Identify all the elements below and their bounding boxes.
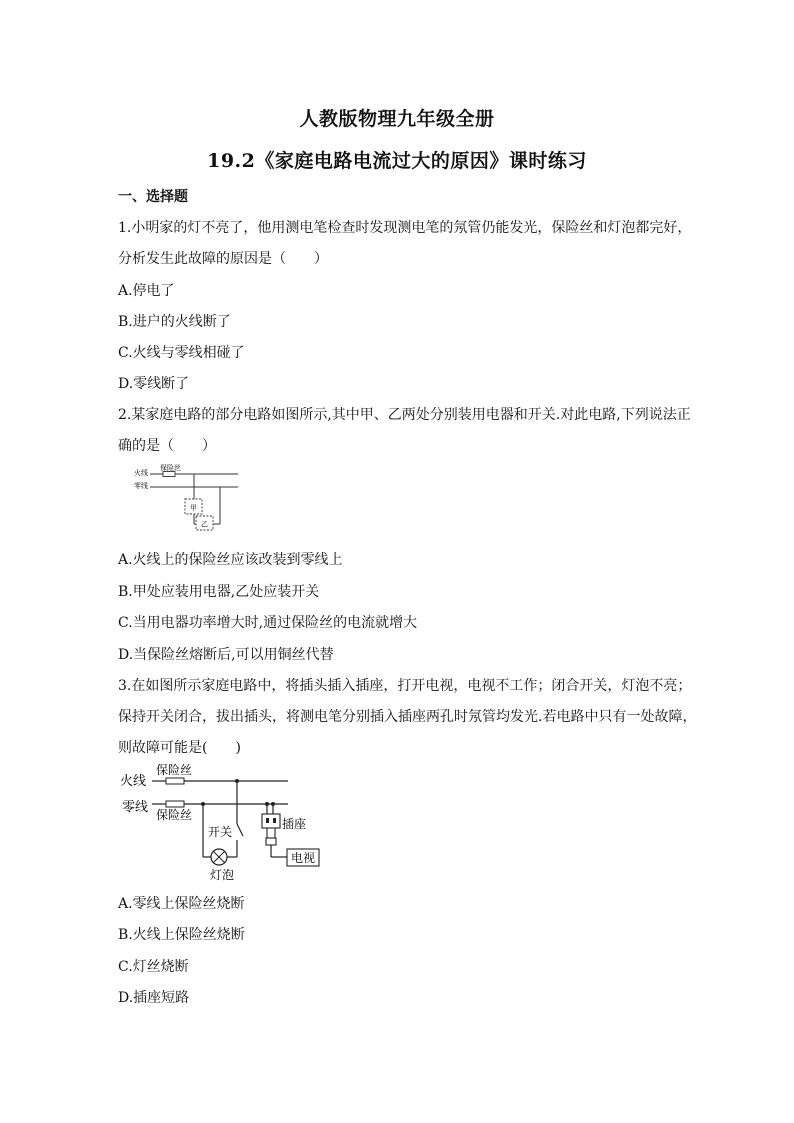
live-wire-label: 火线 bbox=[134, 469, 148, 477]
socket-label: 插座 bbox=[282, 817, 307, 831]
position-b-label: 乙 bbox=[201, 520, 208, 529]
question-3-option-a: A.零线上保险丝烧断 bbox=[118, 896, 245, 912]
question-1-option-d: D.零线断了 bbox=[118, 376, 190, 392]
question-2-option-a: A.火线上的保险丝应该改装到零线上 bbox=[118, 552, 343, 568]
question-2-stem-line-2: 确的是（ ） bbox=[118, 438, 216, 454]
document-title: 人教版物理九年级全册 bbox=[299, 108, 495, 130]
question-2-option-c: C.当用电器功率增大时,通过保险丝的电流就增大 bbox=[118, 615, 418, 631]
question-3-option-c: C.灯丝烧断 bbox=[118, 959, 189, 975]
tv-label: 电视 bbox=[290, 851, 316, 865]
question-2-option-b: B.甲处应装用电器,乙处应装开关 bbox=[118, 584, 320, 600]
question-3-option-b: B.火线上保险丝烧断 bbox=[118, 927, 245, 943]
fuse-label: 保险丝 bbox=[160, 464, 181, 472]
fuse-bottom-label: 保险丝 bbox=[156, 808, 193, 822]
question-3-circuit-diagram bbox=[120, 762, 325, 884]
question-2-option-d: D.当保险丝熔断后,可以用铜丝代替 bbox=[118, 647, 334, 663]
switch-icon bbox=[237, 824, 243, 836]
bulb-label: 灯泡 bbox=[210, 868, 235, 882]
neutral-wire-label: 零线 bbox=[134, 482, 148, 490]
plug-icon bbox=[266, 838, 276, 845]
fuse-icon bbox=[163, 472, 175, 477]
position-a-label: 甲 bbox=[190, 504, 197, 512]
question-3-stem-line-3: 则故障可能是( ) bbox=[118, 740, 241, 756]
fuse-top-label: 保险丝 bbox=[156, 763, 193, 777]
question-1-option-a: A.停电了 bbox=[118, 283, 175, 299]
socket-icon bbox=[262, 814, 280, 828]
question-3-option-d: D.插座短路 bbox=[118, 990, 190, 1006]
question-3-stem-line-1: 3.在如图所示家庭电路中，将插头插入插座，打开电视，电视不工作；闭合开关，灯泡不亮； bbox=[118, 678, 692, 694]
question-1-stem-line-1: 1.小明家的灯不亮了，他用测电笔检查时发现测电笔的氖管仍能发光，保险丝和灯泡都完好， bbox=[118, 220, 692, 236]
neutral-fuse-icon bbox=[166, 801, 184, 807]
document-subtitle: 19.2《家庭电路电流过大的原因》课时练习 bbox=[207, 150, 587, 172]
question-2-circuit-diagram bbox=[130, 462, 245, 532]
question-1-option-b: B.进户的火线断了 bbox=[118, 314, 231, 330]
question-2-stem-line-1: 2.某家庭电路的部分电路如图所示,其中甲、乙两处分别装用电器和开关.对此电路,下列说法正 bbox=[118, 407, 691, 423]
question-3-stem-line-2: 保持开关闭合，拔出插头，将测电笔分别插入插座两孔时氖管均发光.若电路中只有一处故障， bbox=[118, 709, 697, 725]
live-fuse-icon bbox=[166, 778, 184, 784]
section-heading: 一、选择题 bbox=[118, 189, 188, 205]
switch-label: 开关 bbox=[208, 825, 233, 839]
live-wire-label: 火线 bbox=[120, 774, 147, 789]
neutral-wire-label: 零线 bbox=[122, 800, 149, 815]
question-1-option-c: C.火线与零线相碰了 bbox=[118, 345, 245, 361]
question-1-stem-line-2: 分析发生此故障的原因是（ ） bbox=[118, 251, 328, 267]
